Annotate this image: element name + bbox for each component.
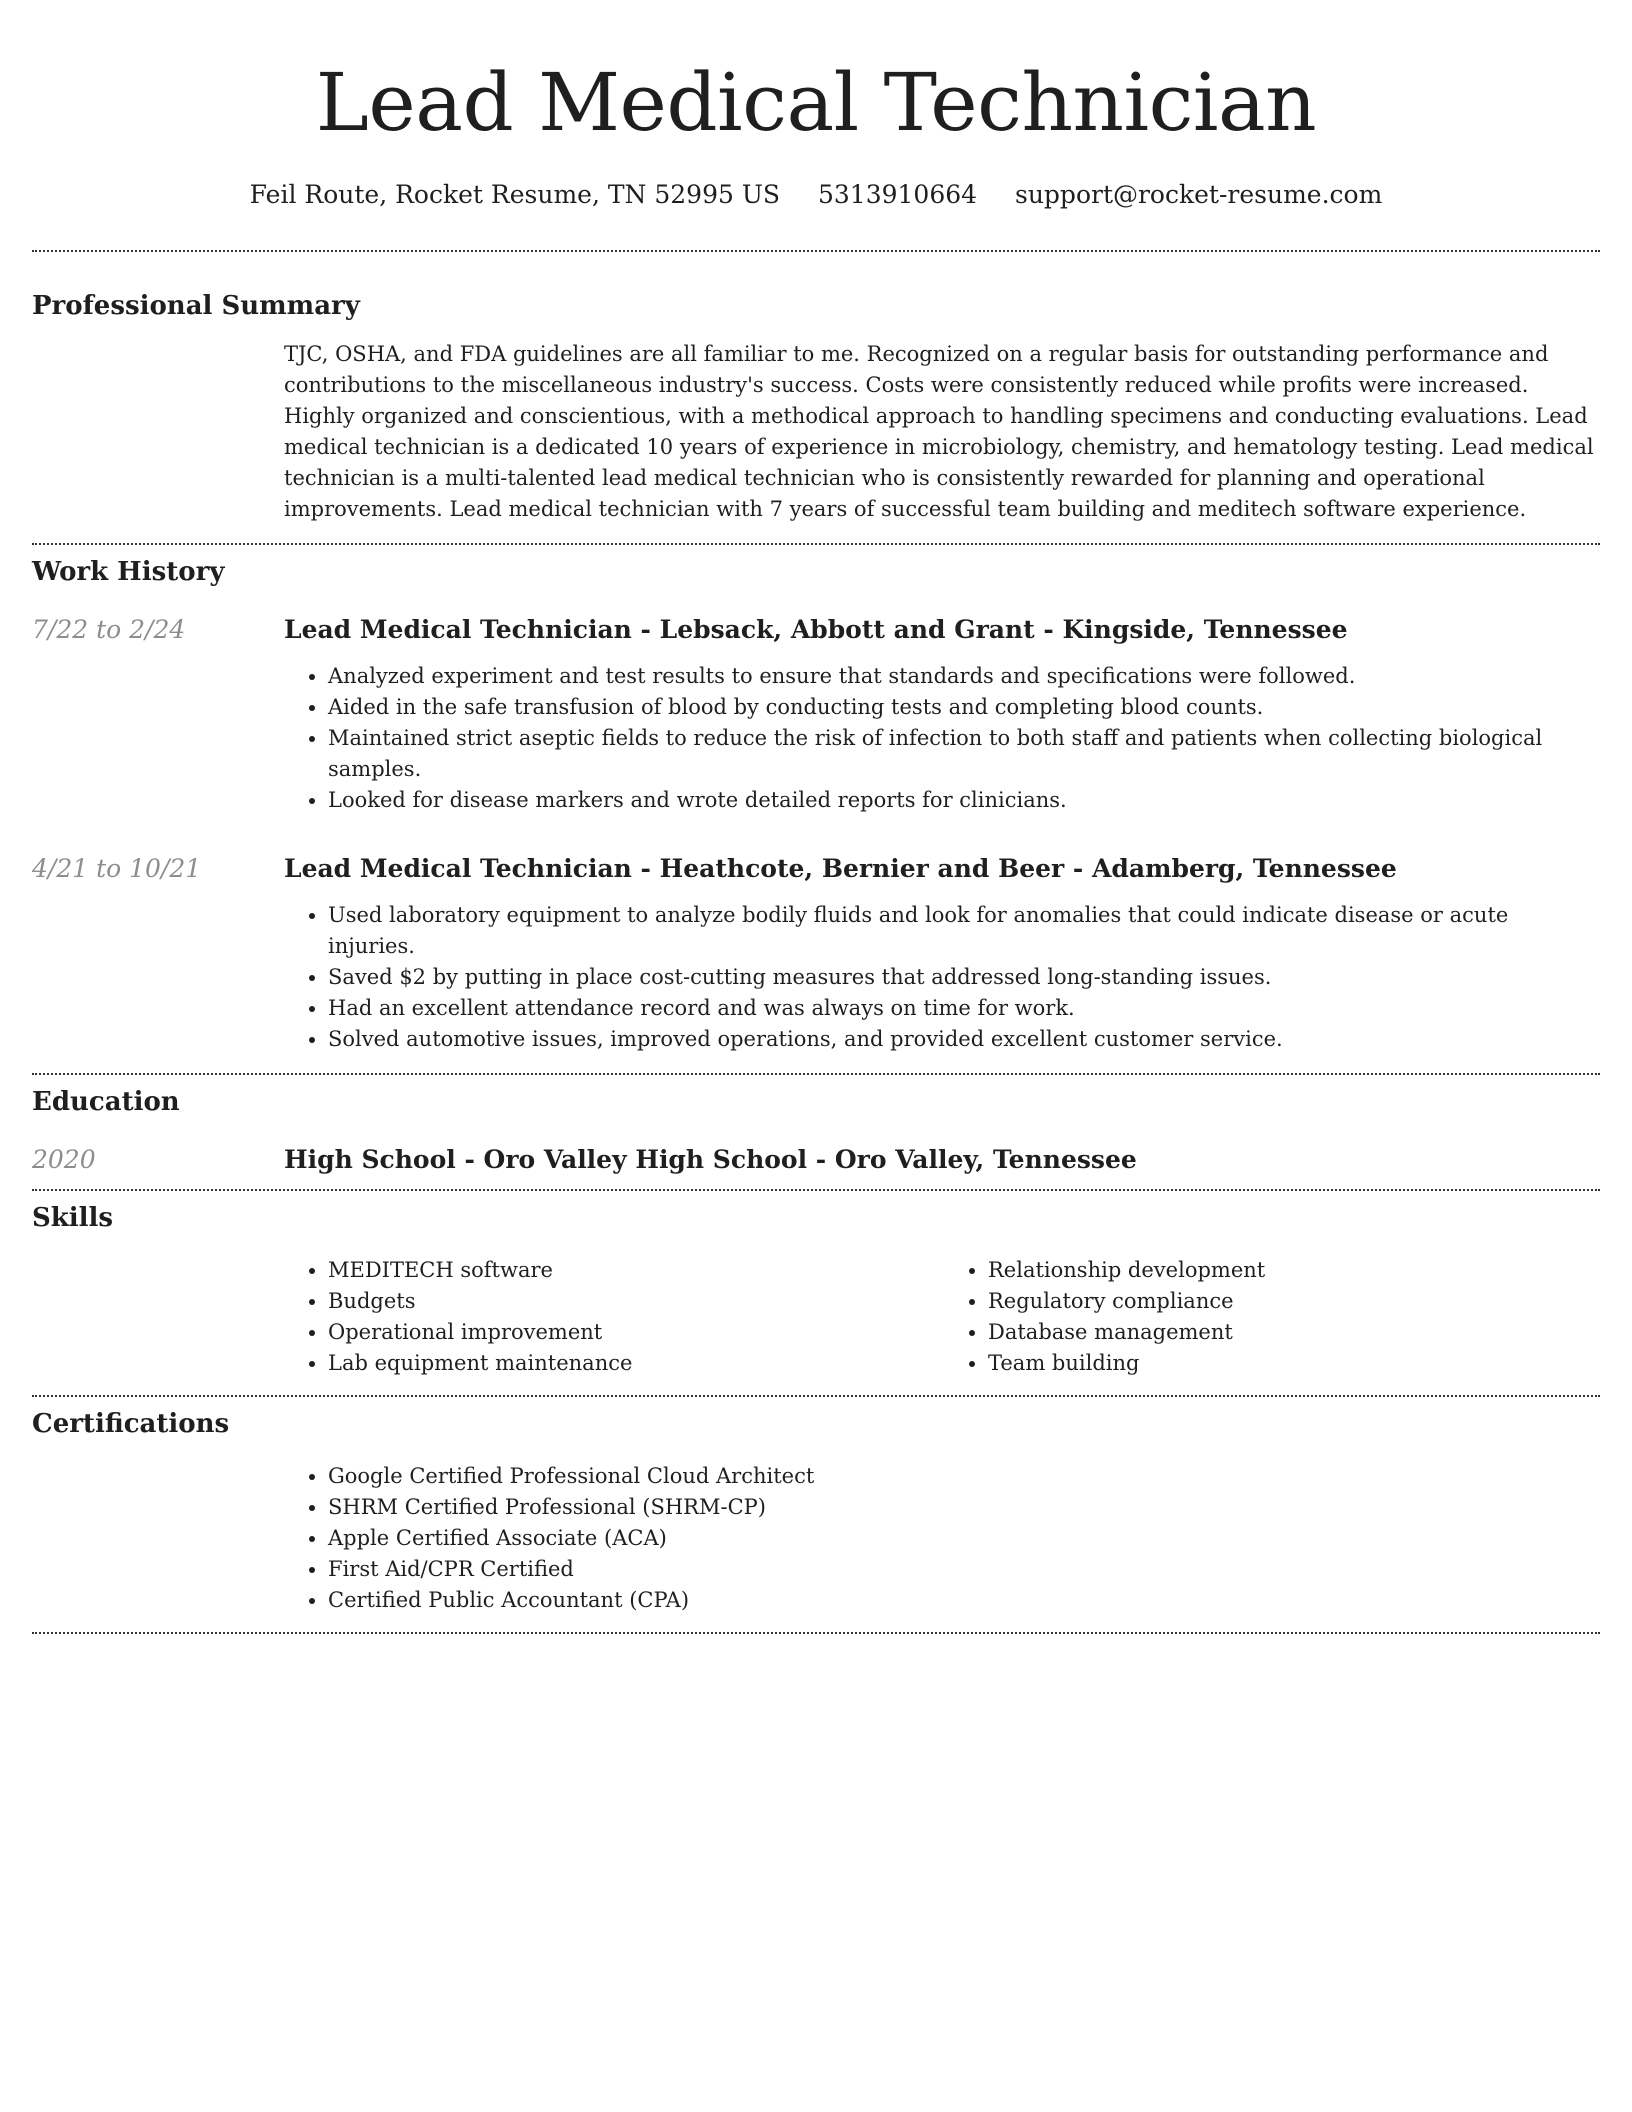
- contact-phone: 5313910664: [817, 180, 978, 209]
- section-skills: [32, 1191, 1600, 1395]
- candidate-name: Lead Medical Technician: [315, 56, 1317, 149]
- job-bullet: • Looked for disease markers and wrote detailed reports for clinicians.: [328, 785, 1600, 816]
- section-certifications: [32, 1397, 1600, 1632]
- skills-list-left: [284, 1255, 944, 1379]
- education-entry: [32, 1143, 1600, 1177]
- job-dates: 7/22 to 2/24: [32, 615, 186, 644]
- summary-text: TJC, OSHA, and FDA guidelines are all familiar to me. Recognized on a regular basis for outstanding performance and contributions to the miscellaneous industry's success. Costs were consistently reduced while profits were increased. Highly organized and conscientious, with a methodical approach to handling specimens and conducting evaluations. Lead medical technician is a dedicated 10 years of experience in microbiology, chemistry, and hematology testing. Lead medical technician is a multi-talented lead medical technician who is consistently rewarded for planning and operational improvements. Lead medical technician with 7 years of successful team building and meditech software experience.: [284, 342, 1594, 521]
- job-entry: [32, 613, 1600, 816]
- resume-page: [32, 0, 1600, 1634]
- certification-item: • Certified Public Accountant (CPA): [328, 1585, 1600, 1616]
- section-title-certifications: Certifications: [32, 1409, 230, 1439]
- job-bullet: • Solved automotive issues, improved operations, and provided excellent customer service.: [328, 1024, 1600, 1055]
- job-bullets: [284, 661, 1600, 816]
- skill-item: • Regulatory compliance: [988, 1286, 1604, 1317]
- certification-item: • Google Certified Professional Cloud Architect: [328, 1461, 1600, 1492]
- skill-item: • Relationship development: [988, 1255, 1604, 1286]
- education-year: 2020: [32, 1145, 96, 1174]
- certifications-list: [284, 1461, 1600, 1616]
- job-dates: 4/21 to 10/21: [32, 854, 202, 883]
- job-bullet: • Aided in the safe transfusion of blood by conducting tests and completing blood counts.: [328, 692, 1600, 723]
- skill-item: • Database management: [988, 1317, 1604, 1348]
- job-heading: Lead Medical Technician - Heathcote, Bernier and Beer - Adamberg, Tennessee: [284, 854, 1397, 883]
- skills-list-right: [944, 1255, 1604, 1379]
- section-title-skills: Skills: [32, 1203, 114, 1233]
- job-bullet: • Saved $2 by putting in place cost-cutting measures that addressed long-standing issues.: [328, 962, 1600, 993]
- job-bullet: • Analyzed experiment and test results to ensure that standards and specifications were followed.: [328, 661, 1600, 692]
- skill-item: • Team building: [988, 1348, 1604, 1379]
- job-bullet: • Used laboratory equipment to analyze bodily fluids and look for anomalies that could indicate disease or acute injuries.: [328, 900, 1600, 962]
- job-heading: Lead Medical Technician - Lebsack, Abbott and Grant - Kingside, Tennessee: [284, 615, 1348, 644]
- section-title-summary: Professional Summary: [32, 291, 360, 321]
- section-title-work-history: Work History: [32, 557, 225, 587]
- section-summary: [32, 252, 1600, 543]
- section-title-education: Education: [32, 1087, 180, 1117]
- skill-item: • Budgets: [328, 1286, 944, 1317]
- skill-item: • Lab equipment maintenance: [328, 1348, 944, 1379]
- contact-line: [32, 178, 1600, 212]
- contact-address: Feil Route, Rocket Resume, TN 52995 US: [249, 180, 781, 209]
- job-bullet: • Had an excellent attendance record and was always on time for work.: [328, 993, 1600, 1024]
- certification-item: • Apple Certified Associate (ACA): [328, 1523, 1600, 1554]
- job-bullets: [284, 900, 1600, 1055]
- certification-item: • First Aid/CPR Certified: [328, 1554, 1600, 1585]
- skills-grid: [284, 1255, 1600, 1379]
- certification-item: • SHRM Certified Professional (SHRM-CP): [328, 1492, 1600, 1523]
- skill-item: • Operational improvement: [328, 1317, 944, 1348]
- contact-email: support@rocket-resume.com: [1015, 180, 1383, 209]
- skill-item: • MEDITECH software: [328, 1255, 944, 1286]
- job-entry: [32, 852, 1600, 1055]
- section-education: [32, 1075, 1600, 1189]
- job-bullet: • Maintained strict aseptic fields to reduce the risk of infection to both staff and patients when collecting biological samples.: [328, 723, 1600, 785]
- section-divider: [32, 1632, 1600, 1634]
- education-heading: High School - Oro Valley High School - Oro Valley, Tennessee: [284, 1145, 1137, 1174]
- section-work-history: [32, 545, 1600, 1073]
